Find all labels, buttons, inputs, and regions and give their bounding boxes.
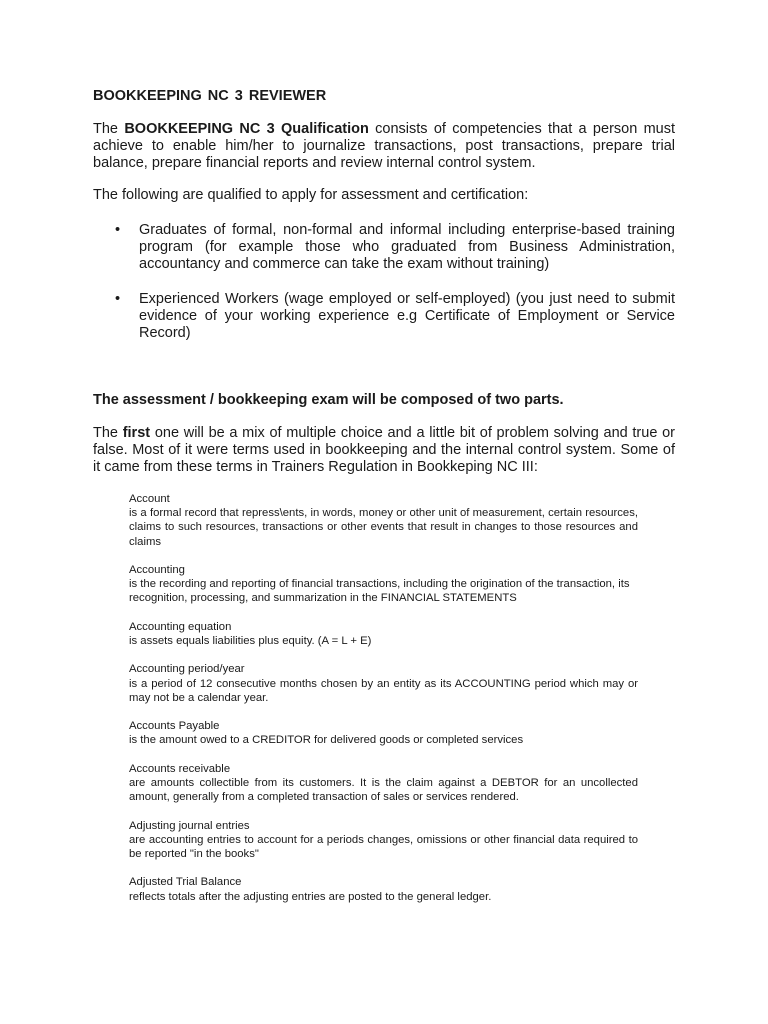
first-part-prefix: The bbox=[93, 425, 123, 441]
first-part-bold: first bbox=[122, 425, 151, 441]
glossary-entry-accounting-equation bbox=[129, 620, 638, 648]
glossary-entry-account bbox=[129, 492, 638, 549]
glossary-entry-adjusted-trial-balance bbox=[129, 875, 638, 903]
first-part-suffix: one will be a mix of multiple choice and a little bit of problem solving and true or false. Most of it were terms used in bookkeeping and the internal control system. Some of it came from these terms in Trainers Regulation in Bookkeping NC III: bbox=[93, 425, 675, 475]
document-title: BOOKKEEPING NC 3 REVIEWER bbox=[93, 88, 327, 104]
bullet-icon: • bbox=[115, 222, 121, 238]
term-definition: is a formal record that repress\ents, in words, money or other unit of measurement, certain resources, claims to such resources, transactions or other events that result in changes to those resources and claims bbox=[129, 507, 638, 548]
term-definition: is a period of 12 consecutive months chosen by an entity as its ACCOUNTING period which may or may not be a calendar year. bbox=[129, 677, 638, 704]
qualified-intro: The following are qualified to apply for assessment and certification: bbox=[93, 187, 529, 203]
term-name: Accounts Payable bbox=[129, 720, 220, 733]
glossary-entry-adjusting-journal-entries bbox=[129, 819, 638, 862]
term-name: Adjusting journal entries bbox=[129, 819, 250, 832]
term-definition: are amounts collectible from its customers. It is the claim against a DEBTOR for an uncollected amount, generally from a completed transaction of sales or services rendered. bbox=[129, 776, 638, 804]
glossary-entry-accounts-payable bbox=[129, 719, 638, 747]
term-name: Account bbox=[129, 493, 170, 505]
term-name: Adjusted Trial Balance bbox=[129, 876, 242, 889]
assessment-heading: The assessment / bookkeeping exam will be composed of two parts. bbox=[93, 392, 564, 408]
list-item-text: Experienced Workers (wage employed or self-employed) (you just need to submit evidence of your working experience e.g Certificate of Employment or Service Record) bbox=[139, 291, 675, 341]
term-name: Accounting period/year bbox=[129, 663, 245, 676]
bullet-icon: • bbox=[115, 291, 121, 307]
glossary-entry-accounting bbox=[129, 563, 638, 606]
intro-bold-qualification: BOOKKEEPING NC 3 Qualification bbox=[124, 121, 369, 137]
term-definition: is the amount owed to a CREDITOR for delivered goods or completed services bbox=[129, 734, 524, 747]
glossary-entry-accounting-period bbox=[129, 662, 638, 705]
term-name: Accounting equation bbox=[129, 620, 232, 633]
term-name: Accounting bbox=[129, 564, 185, 576]
term-definition: is assets equals liabilities plus equity. (A = L + E) bbox=[129, 635, 372, 647]
list-item bbox=[93, 222, 675, 273]
intro-suffix: consists of competencies that a person must achieve to enable him/her to journalize transactions, post transactions, prepare trial balance, prepare financial reports and review internal control system. bbox=[93, 121, 676, 171]
qualification-list bbox=[93, 222, 675, 360]
intro-paragraph bbox=[93, 121, 675, 172]
term-definition: are accounting entries to account for a periods changes, omissions or other financial data required to be reported "in the books" bbox=[129, 833, 638, 860]
first-part-paragraph bbox=[93, 425, 675, 476]
list-item bbox=[93, 291, 675, 342]
term-definition: reflects totals after the adjusting entries are posted to the general ledger. bbox=[129, 890, 492, 903]
term-definition: is the recording and reporting of financial transactions, including the origination of the transaction, its bbox=[129, 578, 630, 591]
intro-prefix: The bbox=[93, 121, 125, 137]
glossary-terms bbox=[129, 492, 638, 918]
term-name: Accounts receivable bbox=[129, 762, 231, 775]
list-item-text: Graduates of formal, non-formal and informal including enterprise-based training program (for example those who graduated from Business Administration, accountancy and commerce can take the exam without training) bbox=[139, 222, 675, 272]
term-definition-line2: recognition, processing, and summarization in the FINANCIAL STATEMENTS bbox=[129, 592, 517, 605]
glossary-entry-accounts-receivable bbox=[129, 762, 638, 805]
